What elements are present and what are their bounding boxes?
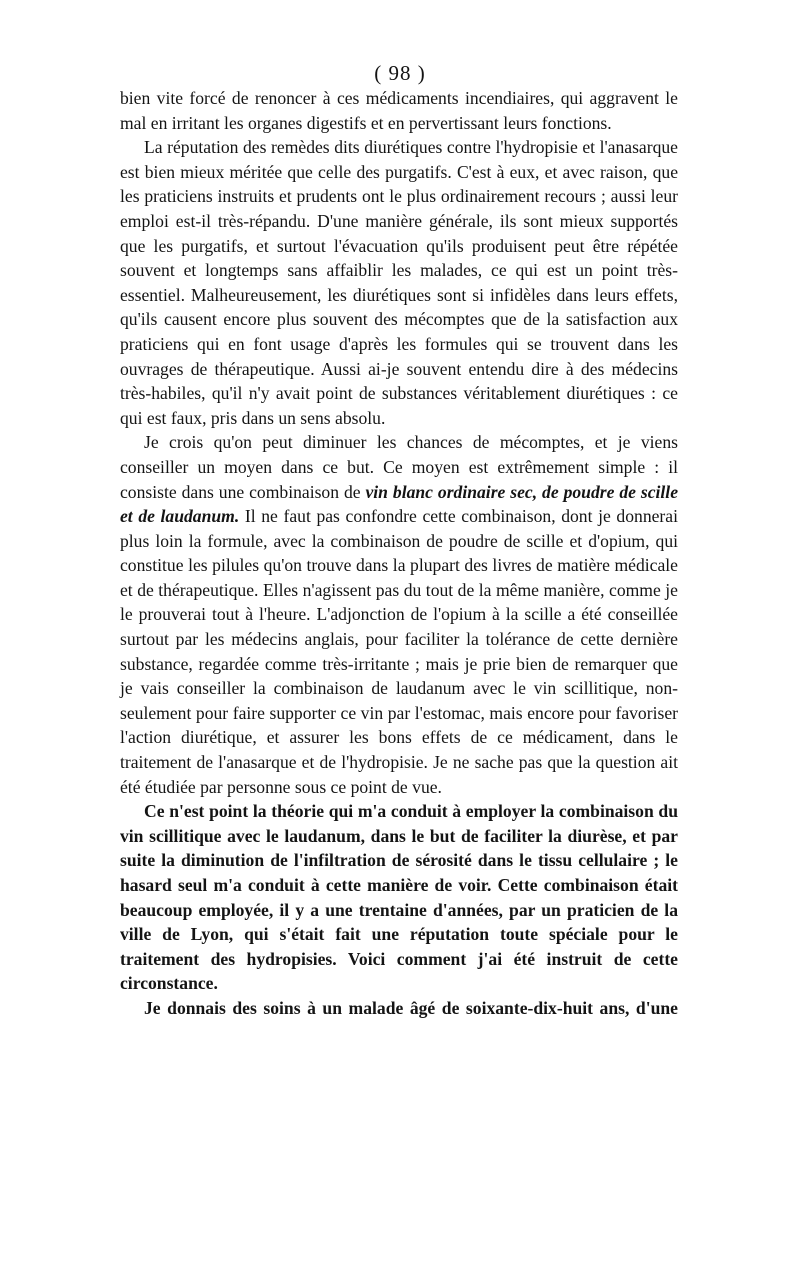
paragraph-1: bien vite forcé de renoncer à ces médicaments incendiaires, qui aggravent le mal en irritant les organes digestifs et en pervertissant leurs fonctions. xyxy=(120,88,678,133)
paragraph-5: Je donnais des soins à un malade âgé de soixante-dix-huit ans, d'une xyxy=(144,997,678,1018)
paragraph-2: La réputation des remèdes dits diurétiques contre l'hydropisie et l'anasarque est bien mieux méritée que celle des purgatifs. C'est à eux, et avec raison, que les praticiens instruits et prudents ont le plus ordinairement recours ; aussi leur emploi est-il très-répandu. D'une manière générale, ils sont mieux supportés que les purgatifs, et surtout l'évacuation qu'ils produisent peut être répétée souvent et longtemps sans affaiblir les malades, ce qui est un point très-essentiel. Malheureusement, les diurétiques sont si infidèles dans leurs effets, qu'ils causent encore plus souvent des mécomptes que de la satisfaction aux praticiens qui en font usage d'après les formules qui se trouvent dans les ouvrages de thérapeutique. Aussi ai-je souvent entendu dire à des médecins très-habiles, qu'il n'y avait point de substances véritablement diurétiques : ce qui est faux, pris dans un sens absolu. xyxy=(120,137,678,428)
emphasized-remedy: vin blanc ordinaire sec, de poudre de scille et de laudanum. xyxy=(120,481,679,527)
paragraph-4: Ce n'est point la théorie qui m'a conduit à employer la combinaison du vin scillitique avec le laudanum, dans le but de faciliter la diurèse, et par suite la diminution de l'infiltration de sérosité dans le tissu cellulaire ; le hasard seul m'a conduit à cette manière de voir. Cette combinaison était beaucoup employée, il y a une trentaine d'années, par un praticien de la ville de Lyon, qui s'était fait une réputation toute spéciale pour le traitement des hydropisies. Voici comment j'ai été instruit de cette circonstance. xyxy=(120,801,678,994)
page-body xyxy=(120,86,678,1021)
paragraph-3-text-end: Il ne faut pas confondre cette combinaison, dont je donnerai plus loin la formule, avec la combinaison de poudre de scille et d'opium, qui constitue les pilules qu'on trouve dans la plupart des livres de matière médicale et de thérapeutique. Elles n'agissent pas du tout de la même manière, comme je le prouverai tout à l'heure. L'adjonction de l'opium à la scille a été conseillée surtout par les médecins anglais, pour faciliter la tolérance de cette dernière substance, regardée comme très-irritante ; mais je prie bien de remarquer que je vais conseiller la combinaison de laudanum avec le vin scillitique, non-seulement pour faire supporter ce vin par l'estomac, mais encore pour favoriser l'action diurétique, et assurer les bons effets de ce médicament, dans le traitement de l'anasarque et de l'hydropisie. Je ne sache pas que la question ait été étudiée par personne sous ce point de vue. xyxy=(120,506,678,797)
page-number: ( 98 ) xyxy=(374,61,426,85)
paragraph-3-text-start: Je crois qu'on peut diminuer les chances de mécomptes, et je viens conseiller un moyen dans ce but. Ce moyen est extrêmement simple : il consiste dans une combinaison de xyxy=(120,432,678,502)
paragraph-3 xyxy=(120,430,678,799)
